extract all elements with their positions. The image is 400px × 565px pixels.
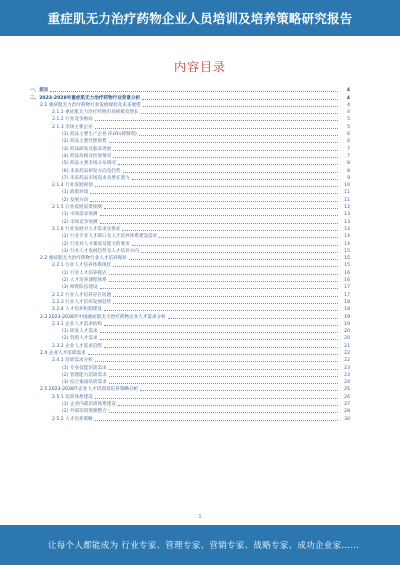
toc-entry-page: 11 [344,197,350,203]
toc-leader-dots [104,347,338,348]
toc-entry-page: 5 [347,117,350,123]
footer-slogan: 让每个人都能成为 行业专家、管理专家、营销专家、战略专家、成功企业家…… [48,541,360,551]
toc-entry[interactable] [30,276,350,283]
toc-leader-dots [113,157,338,158]
toc-entry-title: (3) 综合素质培训需求 [62,380,107,386]
toc-leader-dots [109,412,338,413]
toc-entry-page: 13 [344,219,350,225]
toc-entry-title: 2.4 企业人才培训需求 [40,350,86,356]
toc-leader-dots [109,274,338,275]
toc-entry-page: 4 [347,102,350,108]
toc-entry-title: (5) 药品主要市场分布情况 [62,161,116,167]
toc-entry-page: 14 [344,234,350,240]
page-number: 1 [198,514,202,520]
toc-entry[interactable] [30,115,350,122]
toc-entry-page: 24 [344,380,350,386]
toc-entry[interactable] [30,210,350,217]
toc-leader-dots [140,390,338,391]
toc-entry[interactable] [30,159,350,166]
toc-entry-title: 2.1.5 行业发展前景预测 [52,205,102,211]
toc-leader-dots [123,172,339,173]
toc-entry-page: 21 [344,343,350,349]
toc-entry[interactable] [30,298,350,305]
toc-entry-title: 2.2.4 人才培养机制建设 [52,307,102,313]
toc-entry-title: (3) 行业人才发展趋势及人才培养方向 [62,248,139,254]
toc-leader-dots [113,303,338,304]
toc-entry-title: (1) 行业专业人才缺口及人才培养体系建设需求 [62,234,158,240]
toc-entry[interactable] [30,144,350,151]
toc-entry-title: (1) 企业内部培训体系建设 [62,402,116,408]
toc-entry-title: (2) 行业对人才素质及能力的要求 [62,241,130,247]
toc-entry[interactable] [30,108,350,115]
toc-entry[interactable] [30,305,350,312]
toc-entry[interactable] [30,130,350,137]
toc-leader-dots [122,230,338,231]
toc-entry-title: 2.2.2 行业人才培养存在问题 [52,292,112,298]
toc-entry-title: 2.1.6 行业发展对人才需求及要求 [52,226,121,232]
toc-entry-page: 22 [344,358,350,364]
toc-entry-page: 27 [344,402,350,408]
toc-entry[interactable] [30,312,350,319]
table-of-contents [30,86,350,422]
toc-leader-dots [100,288,338,289]
report-title: 重症肌无力治疗药物企业人员培训及培养策略研究报告 [47,11,353,26]
toc-leader-dots [104,310,338,311]
toc-leader-dots [168,318,338,319]
toc-entry-page: 20 [344,329,350,335]
toc-entry[interactable] [30,290,350,297]
toc-entry[interactable] [30,385,350,392]
toc-entry-title: (1) 市场需求预测 [62,212,98,218]
toc-leader-dots [118,405,338,406]
toc-leader-dots [159,237,338,238]
toc-entry[interactable] [30,254,350,261]
toc-entry[interactable] [30,188,350,195]
toc-entry[interactable] [30,203,350,210]
toc-entry[interactable] [30,166,350,173]
toc-leader-dots [132,179,338,180]
toc-leader-dots [50,91,338,92]
toc-leader-dots [109,142,338,143]
toc-entry[interactable] [30,414,350,421]
toc-entry-title: (1) 专业技能培训需求 [62,365,107,371]
toc-entry[interactable] [30,363,350,370]
toc-entry-page: 16 [344,270,350,276]
toc-entry[interactable] [30,320,350,327]
toc-leader-dots [104,208,338,209]
toc-entry[interactable] [30,152,350,159]
toc-entry[interactable] [30,341,350,348]
toc-entry-title: 2.1.2 行业竞争格局 [52,117,93,123]
toc-entry[interactable] [30,283,350,290]
toc-entry[interactable] [30,247,350,254]
toc-entry-title: (2) 人才培养课程体系 [62,278,107,284]
toc-leader-dots [113,266,338,267]
toc-leader-dots [109,376,338,377]
toc-leader-dots [100,215,338,216]
toc-entry-title: 2.5 2023-2028年企业人才培训及培养策略分析 [40,387,139,393]
toc-entry-title: (4) 药品价格及医保情况 [62,153,112,159]
toc-entry-page: 19 [344,321,350,327]
toc-entry-title: 2.2.1 行业人才培养体系现状 [52,263,112,269]
toc-leader-dots [142,99,338,100]
toc-entry-title: 一、前言 [30,88,49,94]
toc-entry-title: (1) 药品主要生产企业 (FcRn抑制剂) [62,132,137,138]
toc-entry-page: 11 [344,190,350,196]
toc-entry-page: 15 [344,248,350,254]
toc-entry-title: 二、2023-2028年重症肌无力治疗药物行业背景分析 [30,95,141,101]
toc-leader-dots [100,339,338,340]
toc-entry[interactable] [30,101,350,108]
toc-entry-page: 6 [347,132,350,138]
toc-entry[interactable] [30,407,350,414]
toc-leader-dots [100,223,338,224]
toc-entry[interactable] [30,122,350,129]
toc-entry-title: 2.5.1 培训体系建设 [52,394,93,400]
toc-entry-page: 17 [344,285,350,291]
toc-entry-title: (2) 外部培训资源整合 [62,409,107,415]
toc-entry[interactable] [30,225,350,232]
toc-entry[interactable] [30,349,350,356]
toc-leader-dots [132,245,338,246]
toc-entry[interactable] [30,371,350,378]
toc-entry-page: 12 [344,205,350,211]
toc-entry-page: 6 [347,139,350,145]
toc-entry-page: 23 [344,372,350,378]
toc-entry-title: 2.3 2023-2028年中国重症肌无力治疗药物企业人才需求分析 [40,314,166,320]
toc-entry-title: (6) 未来药品研发方向及趋势 [62,168,121,174]
toc-leader-dots [139,135,338,136]
toc-leader-dots [88,354,338,355]
toc-entry-page: 25 [344,387,350,393]
toc-entry[interactable] [30,327,350,334]
toc-leader-dots [95,120,338,121]
toc-entry[interactable] [30,378,350,385]
toc-entry-title: (2) 市场竞争预测 [62,219,98,225]
toc-entry-title: 2.2.3 行业人才培养发展趋势 [52,299,112,305]
toc-entry-title: (1) 政策环境 [62,190,89,196]
toc-entry-page: 9 [347,175,350,181]
toc-leader-dots [95,128,338,129]
footer-banner [0,525,400,565]
toc-entry[interactable] [30,217,350,224]
toc-entry-title: (3) 师资队伍建设 [62,285,98,291]
toc-entry-page: 30 [344,416,350,422]
toc-entry-page: 14 [344,241,350,247]
toc-leader-dots [104,325,338,326]
toc-entry-title: (1) 研发人才需求 [62,329,98,335]
toc-entry-title: 2.1.1 重症肌无力治疗药物市场规模及增长 [52,110,139,116]
toc-entry-page: 13 [344,212,350,218]
toc-entry[interactable] [30,239,350,246]
toc-entry-page: 8 [347,161,350,167]
toc-leader-dots [90,201,338,202]
toc-entry[interactable] [30,400,350,407]
toc-entry-title: 2.3.1 企业人才需求结构 [52,321,102,327]
toc-entry-title: 2.1.4 行业发展规划 [52,183,93,189]
toc-entry-page: 4 [347,110,350,116]
toc-leader-dots [141,113,338,114]
toc-entry[interactable] [30,86,350,93]
toc-entry-title: (3) 药品研发及临床进展 [62,146,112,152]
toc-leader-dots [90,193,338,194]
toc-entry-page: 4 [346,88,350,94]
toc-entry-title: 2.2 重症肌无力治疗药物行业人才培养现状 [40,256,127,262]
toc-entry-title: 2.1 重症肌无力治疗药物行业发展现状及未来展望 [40,102,141,108]
toc-entry-page: 15 [344,263,350,269]
toc-entry-page: 8 [347,168,350,174]
toc-entry-title: (2) 发展方向 [62,197,89,203]
toc-entry[interactable] [30,181,350,188]
toc-leader-dots [95,420,338,421]
toc-leader-dots [95,398,338,399]
toc-leader-dots [109,383,338,384]
toc-entry-page: 26 [344,394,350,400]
toc-entry[interactable] [30,356,350,363]
toc-entry-page: 7 [347,146,350,152]
toc-leader-dots [95,186,338,187]
toc-entry[interactable] [30,334,350,341]
toc-entry-page: 19 [344,314,350,320]
toc-entry-page: 14 [344,226,350,232]
toc-leader-dots [118,164,338,165]
toc-entry[interactable] [30,93,350,100]
toc-entry[interactable] [30,392,350,399]
toc-entry[interactable] [30,268,350,275]
toc-entry-page: 7 [347,153,350,159]
toc-leader-dots [95,361,338,362]
toc-leader-dots [113,150,338,151]
toc-entry-title: (7) 未来药品市场需求及增长潜力 [62,175,130,181]
toc-leader-dots [109,369,338,370]
toc-entry[interactable] [30,174,350,181]
toc-entry-page: 5 [347,124,350,130]
toc-entry[interactable] [30,137,350,144]
toc-leader-dots [113,296,338,297]
toc-entry-title: (2) 管理能力培训需求 [62,372,107,378]
toc-entry-title: (2) 营销人才需求 [62,336,98,342]
toc-entry-page: 22 [344,350,350,356]
toc-entry-page: 23 [344,365,350,371]
toc-entry-page: 16 [344,278,350,284]
toc-leader-dots [109,281,338,282]
toc-leader-dots [129,259,338,260]
toc-entry-page: 18 [344,299,350,305]
toc-leader-dots [141,252,338,253]
toc-entry-page: 28 [344,409,350,415]
toc-entry-title: (1) 行业人才培养模式 [62,270,107,276]
toc-entry[interactable] [30,261,350,268]
toc-entry[interactable] [30,195,350,202]
toc-entry-title: (2) 药品主要代理销售 [62,139,107,145]
toc-leader-dots [100,332,338,333]
toc-entry-title: 2.4.1 培训需求分析 [52,358,93,364]
toc-entry-page: 15 [344,256,350,262]
toc-entry-title: 2.1.3 市场主要企业 [52,124,93,130]
toc-entry-page: 4 [346,95,350,101]
toc-entry-page: 10 [344,183,350,189]
toc-entry-title: 2.5.2 人才培养策略 [52,416,93,422]
toc-entry-page: 18 [344,307,350,313]
toc-entry-page: 20 [344,336,350,342]
toc-heading: 内容目录 [173,60,226,74]
toc-entry[interactable] [30,232,350,239]
toc-entry-title: 2.3.2 企业人才需求趋势 [52,343,102,349]
toc-entry-page: 17 [344,292,350,298]
header-banner [0,0,400,36]
toc-leader-dots [143,106,338,107]
